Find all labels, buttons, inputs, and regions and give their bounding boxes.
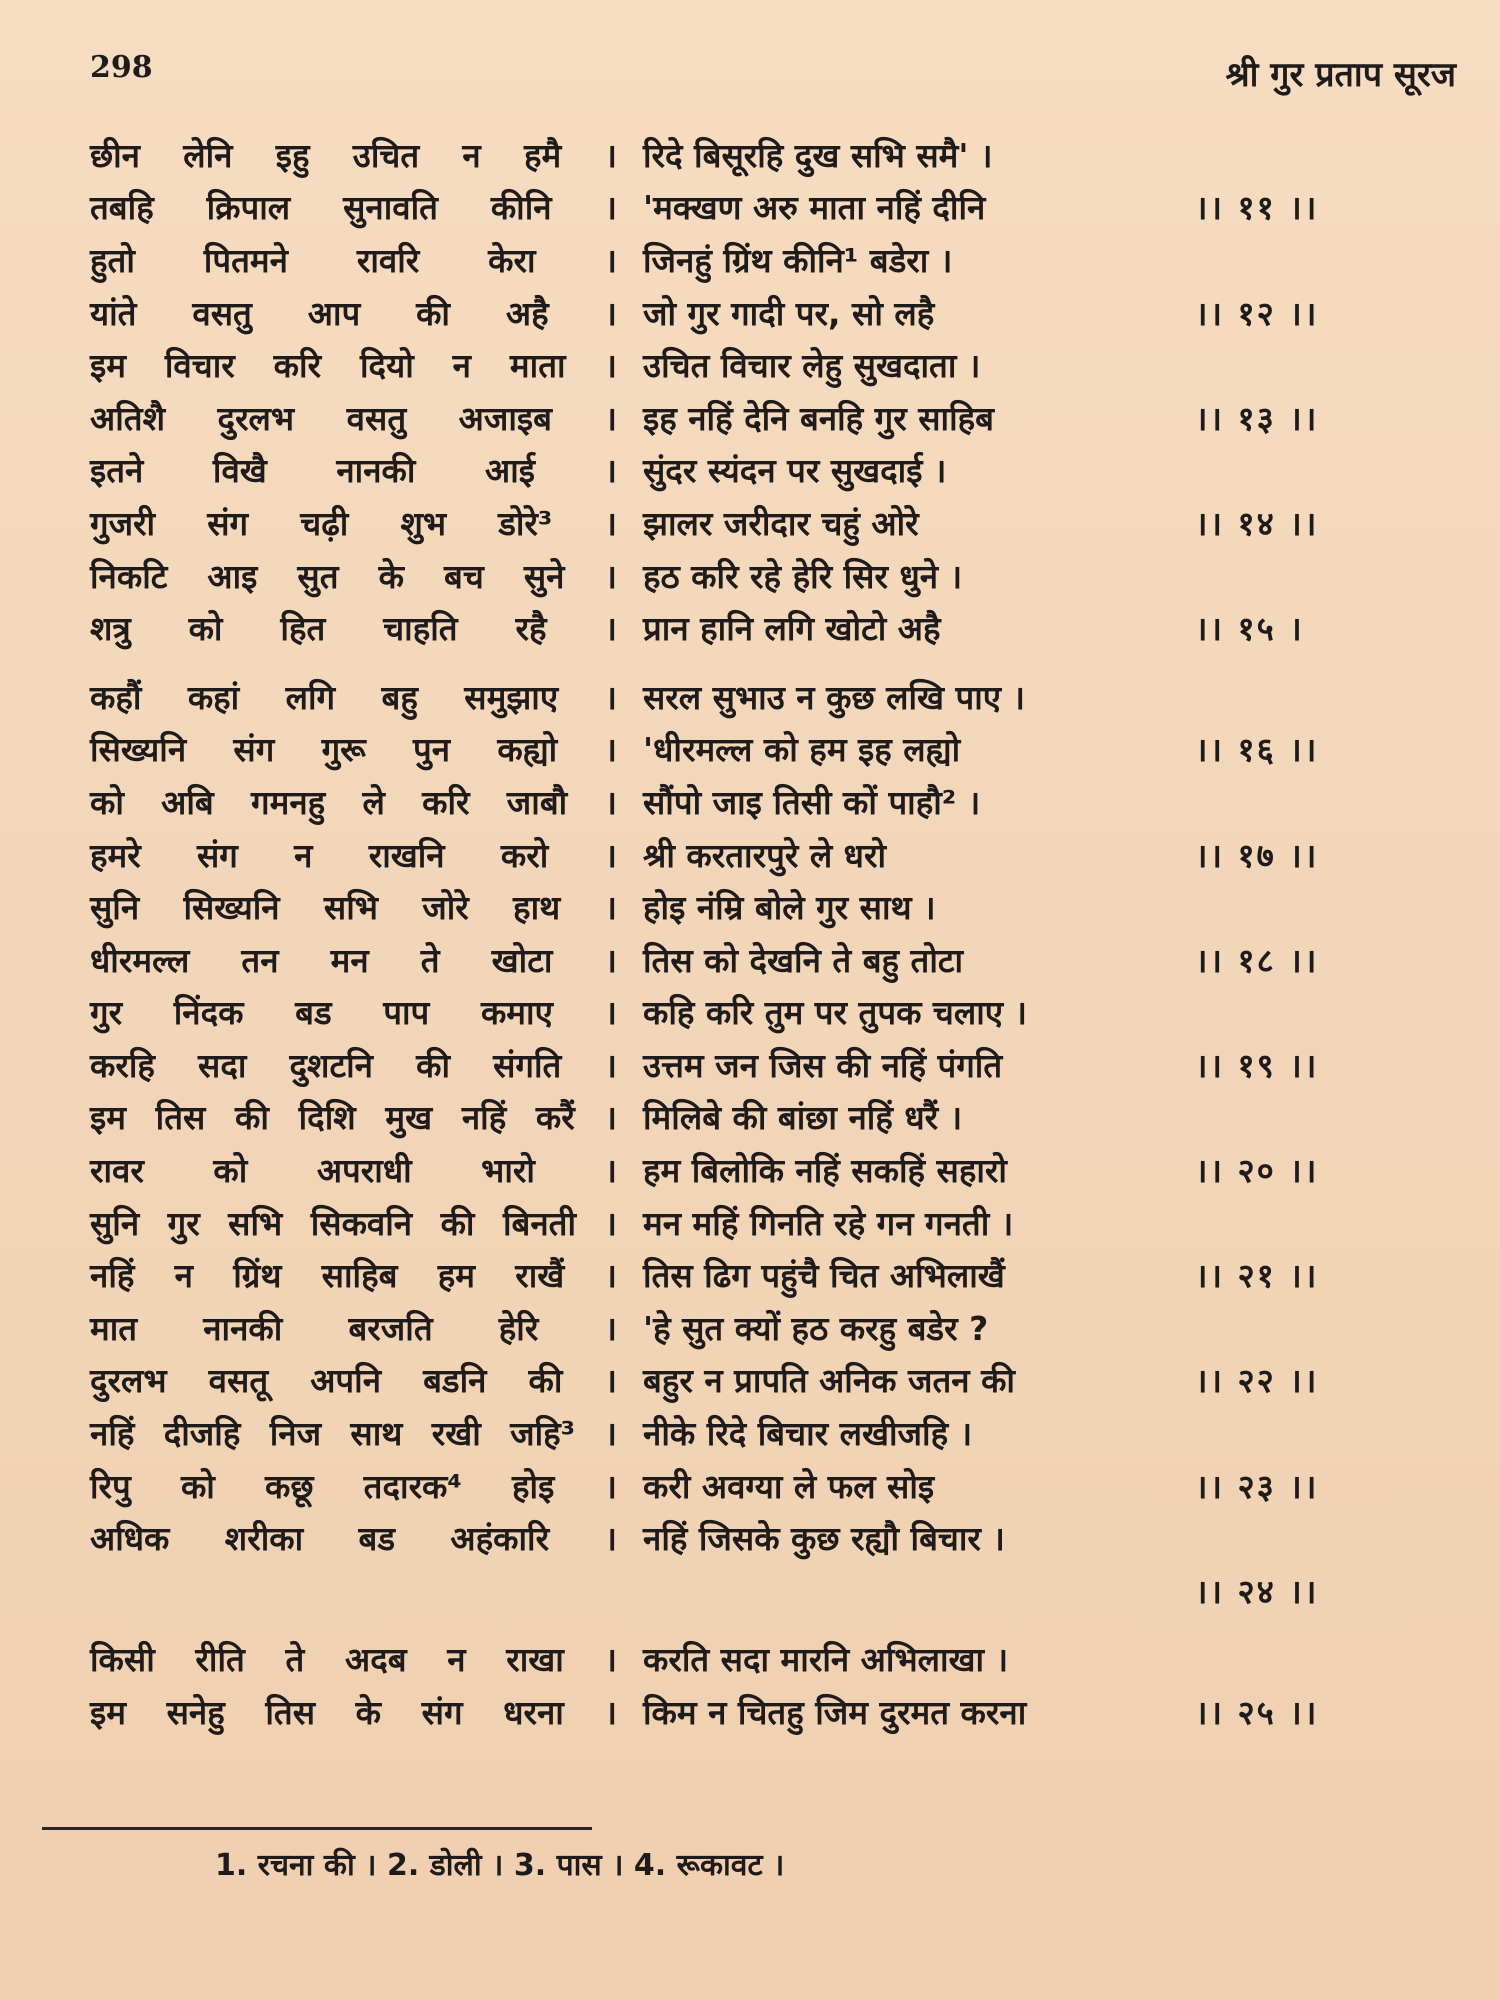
verse-first-half: रावर को अपराधी भारो । xyxy=(90,1151,617,1191)
verse-second-half: नहिं जिसके कुछ रह्यौ बिचार । xyxy=(643,1519,1005,1559)
verse-number: ।। १५ । xyxy=(1195,609,1304,649)
verse-second-half: करी अवग्या ले फल सोइ xyxy=(643,1466,935,1506)
verse-number: ।। २४ ।। xyxy=(1195,1571,1319,1611)
verse-number: ।। १६ ।। xyxy=(1195,730,1319,770)
verse-first-half: नहिं दीजहि निज साथ रखी जहि³ । xyxy=(90,1414,617,1454)
verse-line xyxy=(90,1038,1340,1091)
verse-line xyxy=(90,286,1340,339)
verse-number: ।। २२ ।। xyxy=(1195,1361,1319,1401)
verse-first-half: छीन लेनि इहु उचित न हमै । xyxy=(90,135,617,175)
verse-line xyxy=(90,1143,1340,1196)
verse-second-half: बहुर न प्रापति अनिक जतन की xyxy=(643,1361,1015,1401)
verse-first-half: सिख्यनि संग गुरू पुन कह्यो । xyxy=(90,730,617,770)
verse-second-half: हम बिलोकि नहिं सकहिं सहारो xyxy=(643,1151,1007,1191)
verse-second-half: तिस को देखनि ते बहु तोटा xyxy=(643,940,964,980)
verse-line xyxy=(90,549,1340,602)
verse-second-half: किम न चितहु जिम दुरमत करना xyxy=(643,1693,1027,1733)
verse-number: ।। १३ ।। xyxy=(1195,398,1319,438)
verse-line xyxy=(90,338,1340,391)
verse-line xyxy=(90,670,1340,723)
verse-first-half: को अबि गमनहु ले करि जाबौ । xyxy=(90,782,617,822)
verse-first-half: रिपु को कछू तदारक⁴ होइ । xyxy=(90,1466,617,1506)
verse-second-half: कहि करि तुम पर तुपक चलाए । xyxy=(643,993,1028,1033)
verse-number: ।। २५ ।। xyxy=(1195,1693,1319,1733)
verse-first-half: इम तिस की दिशि मुख नहिं करैं । xyxy=(90,1098,617,1138)
verse-first-half: धीरमल्ल तन मन ते खोटा । xyxy=(90,940,617,980)
verse-block xyxy=(90,128,1340,1738)
verse-second-half: जो गुर गादी पर, सो लहै xyxy=(643,293,935,333)
verse-line xyxy=(90,1685,1340,1738)
verse-line xyxy=(90,880,1340,933)
verse-line xyxy=(90,1301,1340,1354)
verse-line xyxy=(90,391,1340,444)
verse-first-half: यांते वसतु आप की अहै । xyxy=(90,293,617,333)
verse-number: ।। २३ ।। xyxy=(1195,1466,1319,1506)
verse-line xyxy=(90,1633,1340,1686)
verse-second-half: 'हे सुत क्यों हठ करहु बडेर ? xyxy=(643,1308,989,1348)
verse-first-half: सुनि गुर सभि सिकवनि की बिनती । xyxy=(90,1203,617,1243)
verse-first-half: इतने विखै नानकी आई । xyxy=(90,451,617,491)
verse-line xyxy=(90,775,1340,828)
verse-line xyxy=(90,128,1340,181)
verse-first-half: किसी रीति ते अदब न राखा । xyxy=(90,1640,617,1680)
verse-first-half: सुनि सिख्यनि सभि जोरे हाथ । xyxy=(90,888,617,928)
verse-second-half: करति सदा मारनि अभिलाखा । xyxy=(643,1640,1009,1680)
verse-number: ।। ११ ।। xyxy=(1195,188,1319,228)
verse-number: ।। २१ ।। xyxy=(1195,1256,1319,1296)
verse-second-half: सौंपो जाइ तिसी कों पाहौ² । xyxy=(643,782,981,822)
page-number: 298 xyxy=(90,50,153,85)
verse-line xyxy=(90,1511,1340,1564)
footnote-divider xyxy=(42,1827,592,1830)
running-head: श्री गुर प्रताप सूरज xyxy=(1225,55,1456,95)
verse-second-half: इह नहिं देनि बनहि गुर साहिब xyxy=(643,398,995,438)
verse-line xyxy=(90,444,1340,497)
verse-number: ।। १४ ।। xyxy=(1195,503,1319,543)
verse-line xyxy=(90,986,1340,1039)
verse-second-half: नीके रिदे बिचार लखीजहि । xyxy=(643,1414,973,1454)
verse-line xyxy=(90,496,1340,549)
verse-first-half: शत्रु को हित चाहति रहै । xyxy=(90,609,617,649)
verse-first-half: गुर निंदक बड पाप कमाए । xyxy=(90,993,617,1033)
footnotes: 1. रचना की । 2. डोली । 3. पास । 4. रूकावट । xyxy=(215,1848,785,1883)
verse-first-half: निकटि आइ सुत के बच सुने । xyxy=(90,556,617,596)
verse-second-half: झालर जरीदार चहुं ओरे xyxy=(643,503,919,543)
verse-first-half: करहि सदा दुशटनि की संगति । xyxy=(90,1045,617,1085)
verse-number: ।। १९ ।। xyxy=(1195,1045,1319,1085)
verse-number: ।। १७ ।। xyxy=(1195,835,1319,875)
verse-second-half: प्रान हानि लगि खोटो अहै xyxy=(643,609,941,649)
verse-line xyxy=(90,1248,1340,1301)
verse-second-half: श्री करतारपुरे ले धरो xyxy=(643,835,887,875)
verse-line xyxy=(90,233,1340,286)
verse-second-half: जिनहुं ग्रिंथ कीनि¹ बडेरा । xyxy=(643,240,953,280)
verse-second-half: रिदे बिसूरहि दुख सभि समै' । xyxy=(643,135,993,175)
verse-second-half: हठ करि रहे हेरि सिर धुने । xyxy=(643,556,963,596)
verse-first-half: नहिं न ग्रिंथ साहिब हम राखैं । xyxy=(90,1256,617,1296)
verse-second-half: 'मक्खण अरु माता नहिं दीनि xyxy=(643,188,986,228)
verse-line xyxy=(90,181,1340,234)
verse-second-half: उचित विचार लेहु सुखदाता । xyxy=(643,346,981,386)
verse-first-half: अधिक शरीका बड अहंकारि । xyxy=(90,1519,617,1559)
verse-first-half: इम सनेहु तिस के संग धरना । xyxy=(90,1693,617,1733)
verse-second-half: सरल सुभाउ न कुछ लखि पाए । xyxy=(643,677,1026,717)
verse-line xyxy=(90,1564,1340,1617)
verse-line xyxy=(90,601,1340,654)
verse-line xyxy=(90,1459,1340,1512)
verse-first-half: इम विचार करि दियो न माता । xyxy=(90,346,617,386)
page-header xyxy=(0,50,1500,100)
verse-number: ।। १८ ।। xyxy=(1195,940,1319,980)
verse-line xyxy=(90,1091,1340,1144)
verse-second-half: 'धीरमल्ल को हम इह लह्यो xyxy=(643,730,961,770)
verse-first-half: गुजरी संग चढ़ी शुभ डोरे³ । xyxy=(90,503,617,543)
verse-line xyxy=(90,1406,1340,1459)
verse-second-half: उत्तम जन जिस की नहिं पंगति xyxy=(643,1045,1003,1085)
verse-first-half: अतिशै दुरलभ वसतु अजाइब । xyxy=(90,398,617,438)
verse-line xyxy=(90,723,1340,776)
verse-number: ।। २० ।। xyxy=(1195,1151,1319,1191)
verse-second-half: मन महिं गिनति रहे गन गनती । xyxy=(643,1203,1014,1243)
verse-first-half: हमरे संग न राखनि करो । xyxy=(90,835,617,875)
verse-line xyxy=(90,1354,1340,1407)
verse-first-half: हुतो पितमने रावरि केरा । xyxy=(90,240,617,280)
verse-line xyxy=(90,828,1340,881)
verse-second-half: तिस ढिग पहुंचै चित अभिलाखैं xyxy=(643,1256,1005,1296)
verse-first-half: दुरलभ वसतू अपनि बडनि की । xyxy=(90,1361,617,1401)
verse-line xyxy=(90,933,1340,986)
verse-second-half: होइ नंम्रि बोले गुर साथ । xyxy=(643,888,936,928)
verse-first-half: कहौं कहां लगि बहु समुझाए । xyxy=(90,677,617,717)
verse-second-half: मिलिबे की बांछा नहिं धरैं । xyxy=(643,1098,963,1138)
verse-second-half: सुंदर स्यंदन पर सुखदाई । xyxy=(643,451,947,491)
verse-first-half: तबहि क्रिपाल सुनावति कीनि । xyxy=(90,188,617,228)
verse-first-half: मात नानकी बरजति हेरि । xyxy=(90,1308,617,1348)
verse-line xyxy=(90,1196,1340,1249)
verse-number: ।। १२ ।। xyxy=(1195,293,1319,333)
